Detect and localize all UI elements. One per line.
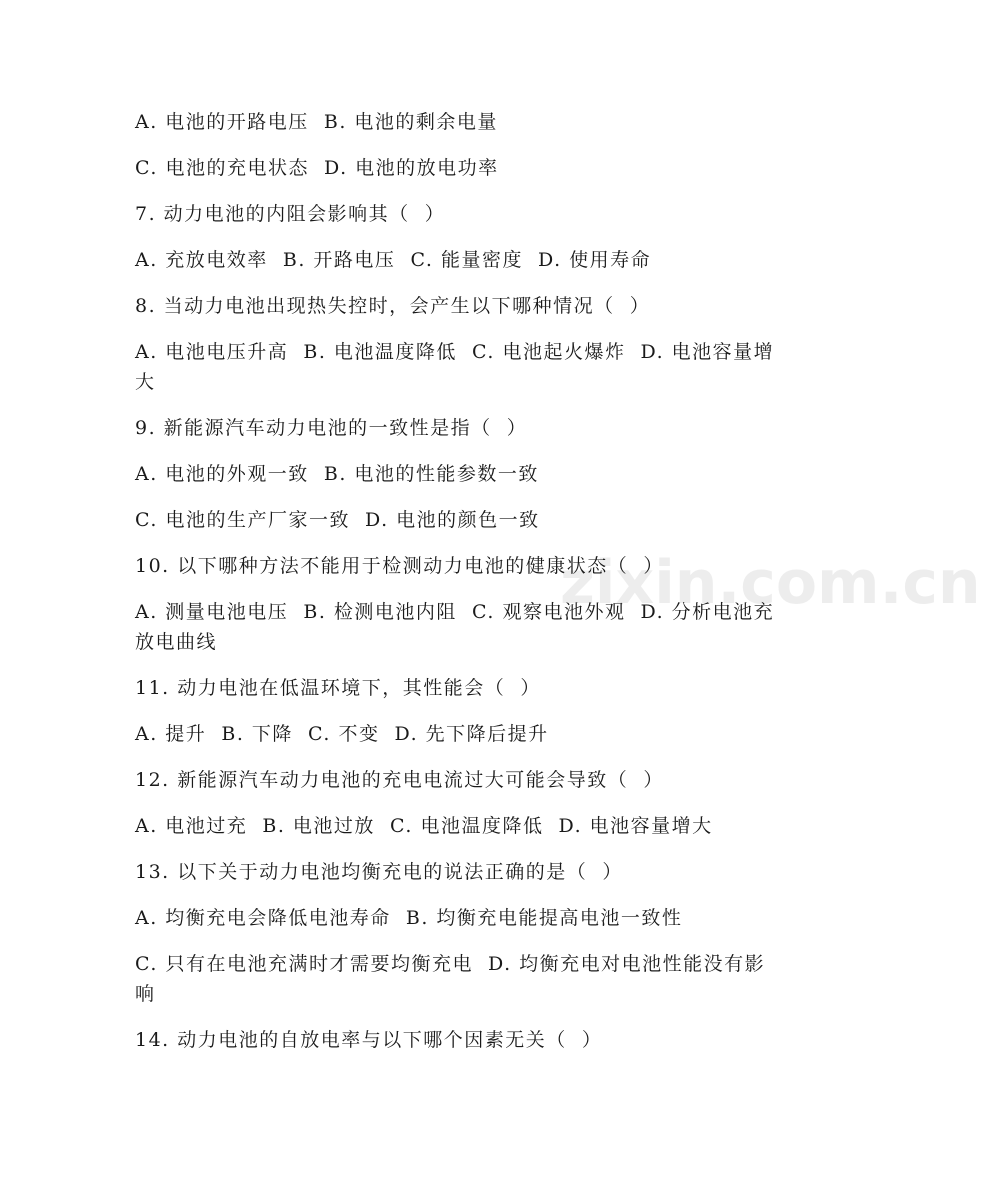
option-line: A. 均衡充电会降低电池寿命 B. 均衡充电能提高电池一致性: [135, 907, 683, 929]
question-line: 10. 以下哪种方法不能用于检测动力电池的健康状态（ ）: [135, 555, 664, 577]
option-line: A. 电池过充 B. 电池过放 C. 电池温度降低 D. 电池容量增大: [135, 815, 713, 837]
question-line: 11. 动力电池在低温环境下，其性能会（ ）: [135, 677, 541, 699]
option-line: A. 提升 B. 下降 C. 不变 D. 先下降后提升: [135, 723, 549, 745]
option-line: C. 只有在电池充满时才需要均衡充电 D. 均衡充电对电池性能没有影响: [135, 953, 766, 1005]
question-line: 7. 动力电池的内阻会影响其（ ）: [135, 203, 446, 225]
option-line: A. 电池的外观一致 B. 电池的性能参数一致: [135, 463, 539, 485]
watermark-text: zixin.com.cn: [560, 548, 981, 618]
option-line: A. 电池电压升高 B. 电池温度降低 C. 电池起火爆炸 D. 电池容量增大: [135, 341, 775, 393]
question-list: [135, 107, 775, 1071]
option-line: C. 电池的充电状态 D. 电池的放电功率: [135, 157, 499, 179]
question-line: 8. 当动力电池出现热失控时，会产生以下哪种情况（ ）: [135, 295, 651, 317]
option-line: C. 电池的生产厂家一致 D. 电池的颜色一致: [135, 509, 540, 531]
question-line: 12. 新能源汽车动力电池的充电电流过大可能会导致（ ）: [135, 769, 664, 791]
question-line: 13. 以下关于动力电池均衡充电的说法正确的是（ ）: [135, 861, 623, 883]
option-line: A. 充放电效率 B. 开路电压 C. 能量密度 D. 使用寿命: [135, 249, 652, 271]
option-line: A. 测量电池电压 B. 检测电池内阻 C. 观察电池外观 D. 分析电池充放电曲线: [135, 601, 775, 653]
question-line: 9. 新能源汽车动力电池的一致性是指（ ）: [135, 417, 528, 439]
question-line: 14. 动力电池的自放电率与以下哪个因素无关（ ）: [135, 1029, 603, 1051]
option-line: A. 电池的开路电压 B. 电池的剩余电量: [135, 111, 498, 133]
